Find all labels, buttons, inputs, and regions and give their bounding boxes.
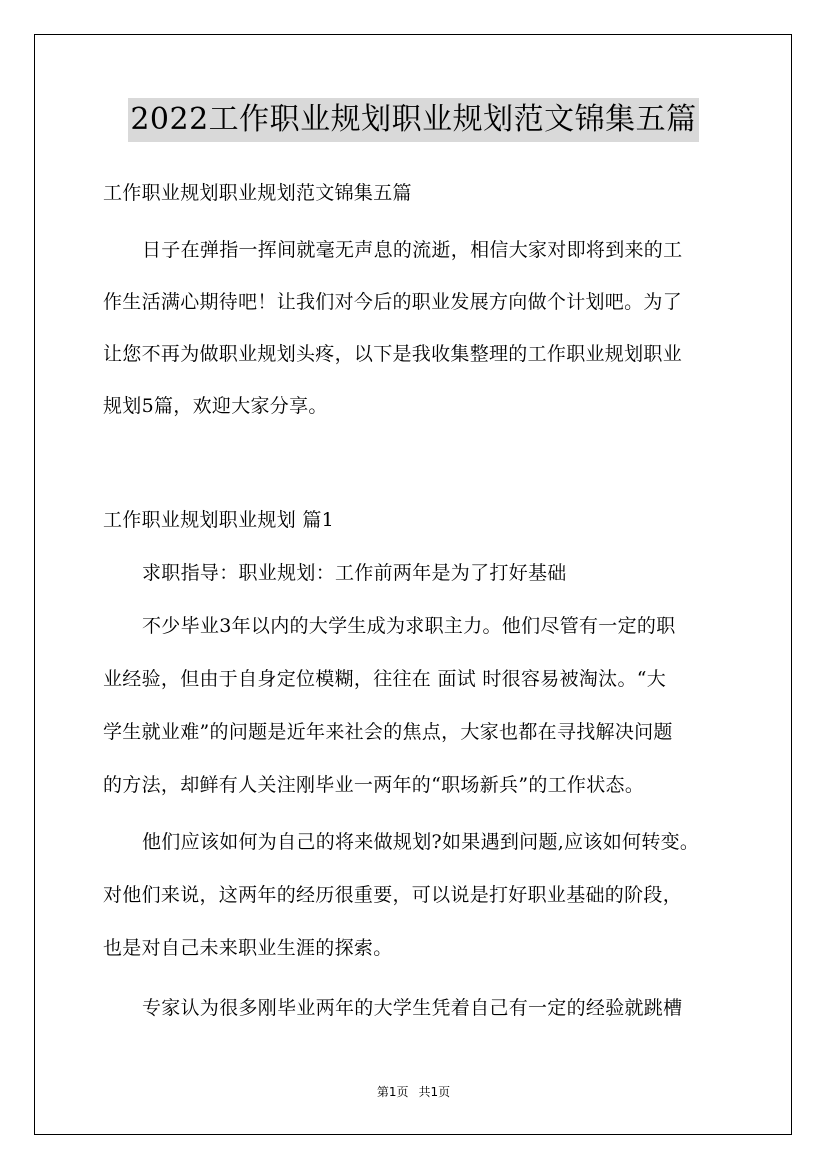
intro-line: 规划5篇，欢迎大家分享。 [103, 395, 328, 417]
intro-line: 让您不再为做职业规划头疼，以下是我收集整理的工作职业规划职业 [103, 343, 683, 365]
page-total: 共1页 [418, 1085, 451, 1099]
document-title: 2022工作职业规划职业规划范文锦集五篇 [128, 98, 698, 142]
intro-line: 日子在弹指一挥间就毫无声息的流逝，相信大家对即将到来的工 [142, 239, 683, 261]
section-heading: 工作职业规划职业规划 篇1 [103, 509, 335, 531]
page-footer [0, 1083, 827, 1101]
page-number: 第1页 [376, 1085, 409, 1099]
paragraph-line: 专家认为很多刚毕业两年的大学生凭着自己有一定的经验就跳槽 [142, 997, 683, 1019]
section-subheading: 求职指导：职业规划：工作前两年是为了打好基础 [142, 562, 567, 584]
paragraph-line: 也是对自己未来职业生涯的探索。 [103, 937, 393, 959]
title-container [0, 98, 827, 142]
paragraph-line: 不少毕业3年以内的大学生成为求职主力。他们尽管有一定的职 [142, 615, 676, 637]
intro-line: 作生活满心期待吧！让我们对今后的职业发展方向做个计划吧。为了 [103, 291, 683, 313]
document-subtitle: 工作职业规划职业规划范文锦集五篇 [103, 182, 412, 204]
paragraph-line: 学生就业难”的问题是近年来社会的焦点，大家也都在寻找解决问题 [103, 721, 673, 743]
paragraph-line: 对他们来说，这两年的经历很重要，可以说是打好职业基础的阶段， [103, 884, 683, 906]
paragraph-line: 他们应该如何为自己的将来做规划?如果遇到问题,应该如何转变。 [142, 831, 700, 853]
paragraph-line: 的方法，却鲜有人关注刚毕业一两年的“职场新兵”的工作状态。 [103, 774, 645, 796]
paragraph-line: 业经验，但由于自身定位模糊，往往在 面试 时很容易被淘汰。“大 [103, 668, 667, 690]
